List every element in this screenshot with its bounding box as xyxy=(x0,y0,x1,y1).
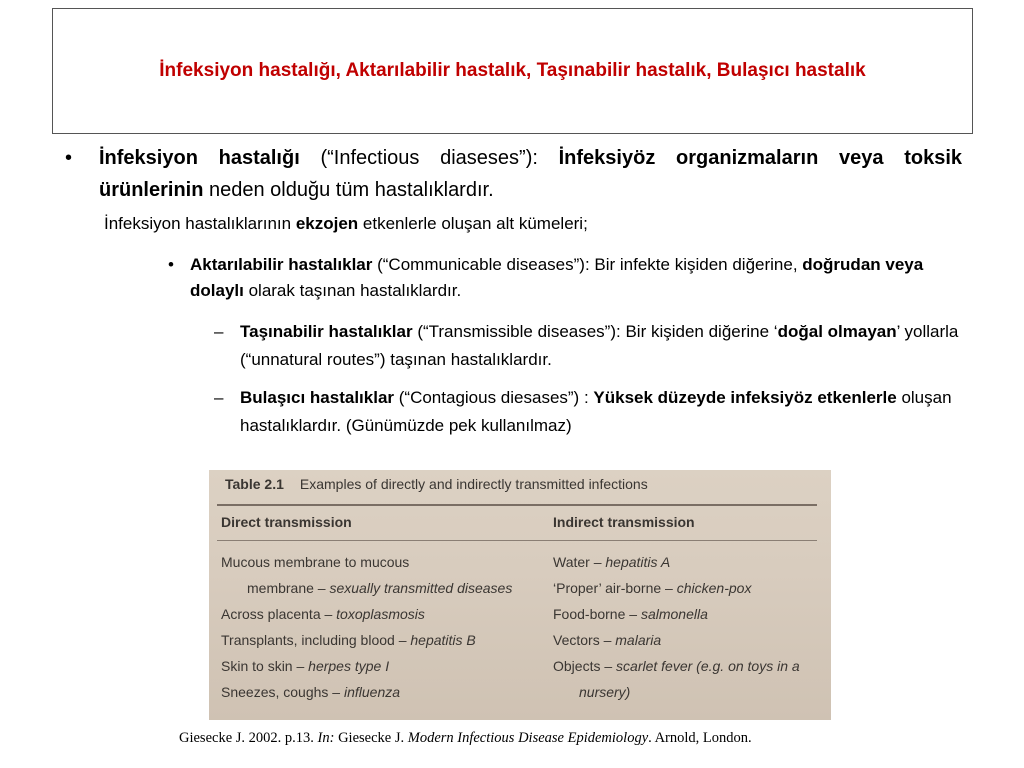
table-cell: Mucous membrane to mucous xyxy=(221,554,410,570)
bullet-text: Aktarılabilir hastalıklar (“Communicable diseases”): Bir infekte kişiden diğerine, doğrudan veya dolaylı olarak taşınan hastalıklardır. xyxy=(190,255,924,300)
table-cell: Water – hepatitis A xyxy=(553,554,671,570)
subsets-heading: İnfeksiyon hastalıklarının ekzojen etkenlerle oluşan alt kümeleri; xyxy=(104,214,588,233)
table-cell: Food-borne – salmonella xyxy=(553,606,708,622)
table-cell: Skin to skin – herpes type I xyxy=(221,658,390,674)
bullet-text: İnfeksiyon hastalığı (“Infectious diaseses”): İnfeksiyöz organizmaların veya toksik ürünlerinin neden olduğu tüm hastalıklardır. xyxy=(99,147,962,201)
table-cell: Objects – scarlet fever (e.g. on toys in a xyxy=(553,658,800,674)
col-header-indirect: Indirect transmission xyxy=(553,514,695,530)
table-number: Table 2.1 xyxy=(225,476,284,492)
table-rule-header xyxy=(217,540,817,541)
bullet-text: Bulaşıcı hastalıklar (“Contagious diesases”) : Yüksek düzeyde infeksiyöz etkenlerle oluşan hastalıklardır. (Günümüzde pek kullanılmaz) xyxy=(240,388,952,435)
table-cell: nursery) xyxy=(579,684,631,700)
bullet-marker: • xyxy=(65,147,73,169)
table-cell: Transplants, including blood – hepatitis B xyxy=(221,632,476,648)
table-cell: Vectors – malaria xyxy=(553,632,662,648)
dash-marker: – xyxy=(214,322,224,341)
table-caption xyxy=(225,476,648,492)
reference-citation: Giesecke J. 2002. p.13. In: Giesecke J. Modern Infectious Disease Epidemiology. Arnold, London. xyxy=(179,730,752,746)
bullet-text: Taşınabilir hastalıklar (“Transmissible diseases”): Bir kişiden diğerine ‘doğal olmayan’ yollarla (“unnatural routes”) taşınan hastalıklardır. xyxy=(240,322,959,369)
table-cell: Sneezes, coughs – influenza xyxy=(221,684,401,700)
table-caption-text: Examples of directly and indirectly transmitted infections xyxy=(299,476,648,492)
table-photo xyxy=(209,470,831,720)
table-cell: ‘Proper’ air-borne – chicken-pox xyxy=(553,580,752,596)
table-cell: membrane – sexually transmitted diseases xyxy=(247,580,513,596)
table-cell: Across placenta – toxoplasmosis xyxy=(221,606,425,622)
table-rule-top xyxy=(217,504,817,506)
col-header-direct: Direct transmission xyxy=(221,514,352,530)
bullet-marker: • xyxy=(168,255,174,274)
dash-marker: – xyxy=(214,388,224,407)
slide-title: İnfeksiyon hastalığı, Aktarılabilir hastalık, Taşınabilir hastalık, Bulaşıcı hastalık xyxy=(159,60,866,81)
